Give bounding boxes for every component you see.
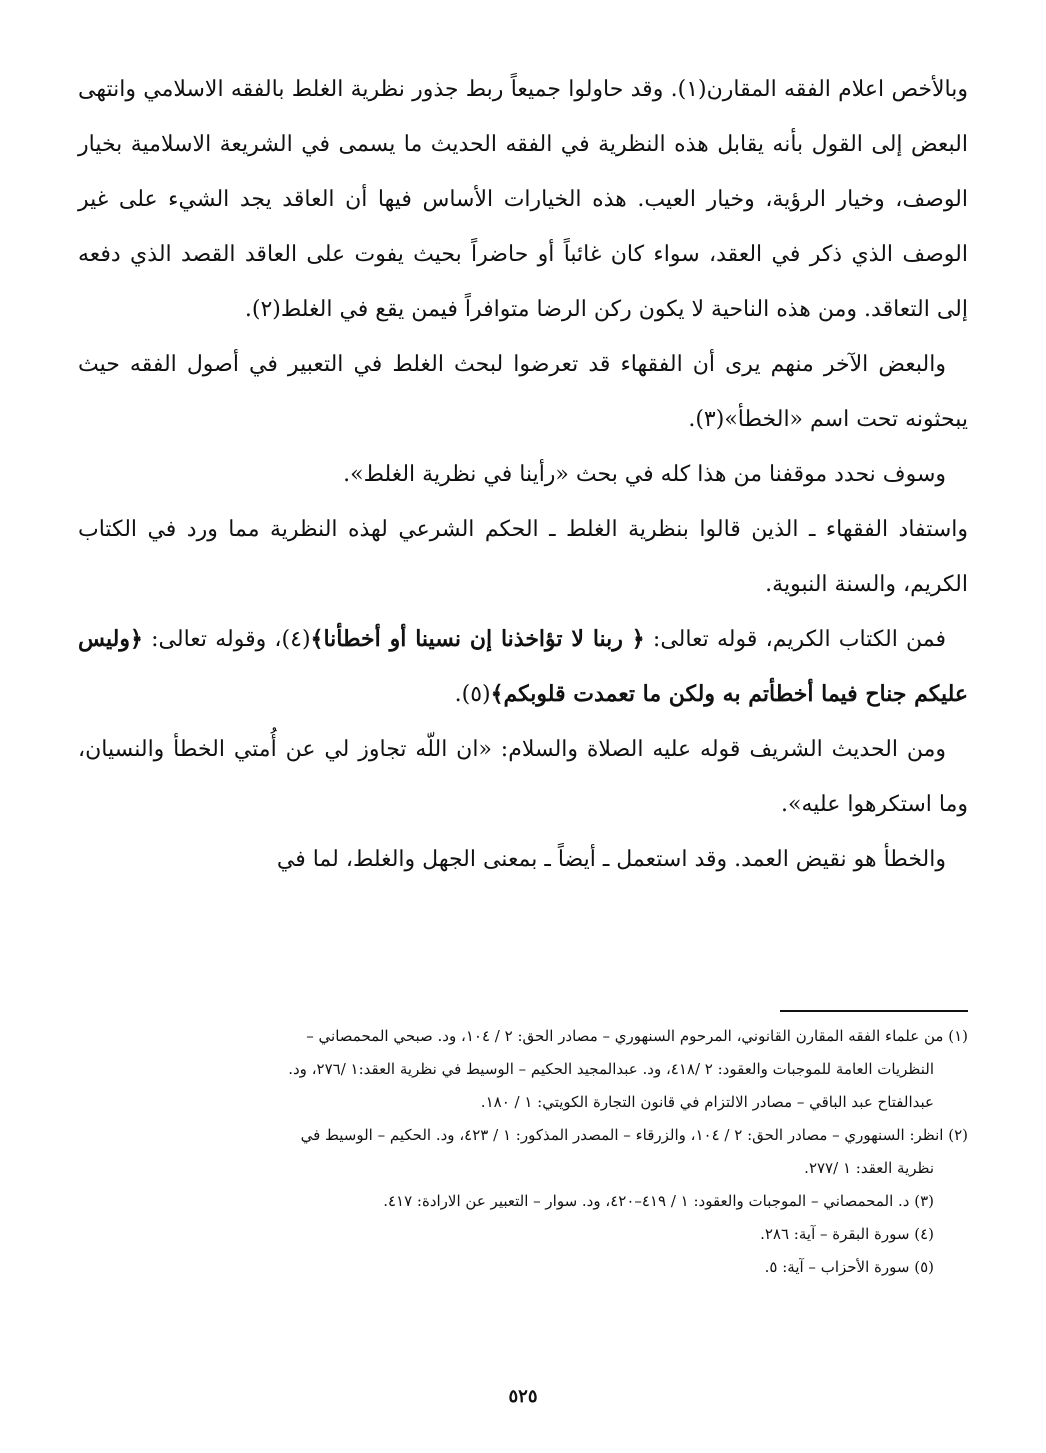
- paragraph-5: [78, 612, 968, 722]
- paragraph-3: وسوف نحدد موقفنا من هذا كله في بحث «رأينا في نظرية الغلط».: [343, 462, 946, 487]
- paragraph-1: وبالأخص اعلام الفقه المقارن(١). وقد حاولوا جميعاً ربط جذور نظرية الغلط بالفقه الاسلامي وانتهى البعض إلى القول بأنه يقابل هذه النظرية في الفقه الحديث ما يسمى في الشريعة الاسلامية بخيار الوصف، وخيار الرؤية، وخيار العيب. هذه الخيارات الأساس فيها أن العاقد يجد الشيء على غير الوصف الذي ذكر في العقد، سواء كان غائباً أو حاضراً بحيث يفوت على العاقد القصد الذي دفعه إلى التعاقد. ومن هذه الناحية لا يكون ركن الرضا متوافراً فيمن يقع في الغلط(٢).: [78, 77, 968, 322]
- paragraph-4: واستفاد الفقهاء ـ الذين قالوا بنظرية الغلط ـ الحكم الشرعي لهذه النظرية مما ورد في الكتاب الكريم، والسنة النبوية.: [78, 517, 968, 597]
- footnote-5: (٥) سورة الأحزاب – آية: ٥.: [764, 1258, 934, 1276]
- quran-verse-1: ﴿ ربنا لا تؤاخذنا إن نسينا أو أخطأنا﴾: [310, 626, 645, 652]
- paragraph-5-end: (٥).: [454, 682, 491, 707]
- quran-verse-2: ﴿وليس عليكم جناح فيما أخطأتم به ولكن ما تعمدت قلوبكم﴾: [78, 626, 968, 707]
- paragraph-5-middle: (٤)، وقوله تعالى:: [142, 627, 311, 652]
- paragraph-6: ومن الحديث الشريف قوله عليه الصلاة والسلام: «ان اللّه تجاوز لي عن أُمتي الخطأ والنسيان، وما استكرهوا عليه».: [78, 737, 968, 817]
- footnote-separator: [780, 1010, 968, 1012]
- paragraph-5-intro: فمن الكتاب الكريم، قوله تعالى:: [644, 627, 946, 652]
- paragraph-2: والبعض الآخر منهم يرى أن الفقهاء قد تعرضوا لبحث الغلط في التعبير في أصول الفقه حيث يبحثونه تحت اسم «الخطأ»(٣).: [78, 352, 968, 432]
- footnote-4: (٤) سورة البقرة – آية: ٢٨٦.: [760, 1225, 934, 1243]
- footnote-2: (٢) انظر: السنهوري – مصادر الحق: ٢ / ١٠٤، والزرقاء – المصدر المذكور: ١ / ٤٢٣، ود. الحكيم – الوسيط في: [300, 1126, 968, 1144]
- footnote-3: (٣) د. المحمصاني – الموجبات والعقود: ١ / ٤١٩–٤٢٠، ود. سوار – التعبير عن الارادة: ٤١٧.: [383, 1192, 934, 1210]
- footnote-1: (١) من علماء الفقه المقارن القانوني، المرحوم السنهوري – مصادر الحق: ٢ / ١٠٤، ود. صبحي المحمصاني –: [306, 1027, 968, 1045]
- footnote-1-line-3: عبدالفتاح عبد الباقي – مصادر الالتزام في قانون التجارة الكويتي: ١ / ١٨٠.: [480, 1093, 934, 1111]
- footnotes: [78, 1020, 968, 1284]
- footnote-2-line-2: نظرية العقد: ١ /٢٧٧.: [804, 1159, 934, 1177]
- page-number: ٥٢٥: [508, 1386, 538, 1407]
- paragraph-7: والخطأ هو نقيض العمد. وقد استعمل ـ أيضاً ـ بمعنى الجهل والغلط، لما في: [276, 847, 946, 872]
- main-text: [78, 62, 968, 887]
- footnote-1-line-2: النظريات العامة للموجبات والعقود: ٢ /٤١٨، ود. عبدالمجيد الحكيم – الوسيط في نظرية العقد:١ /٢٧٦، ود.: [288, 1060, 934, 1078]
